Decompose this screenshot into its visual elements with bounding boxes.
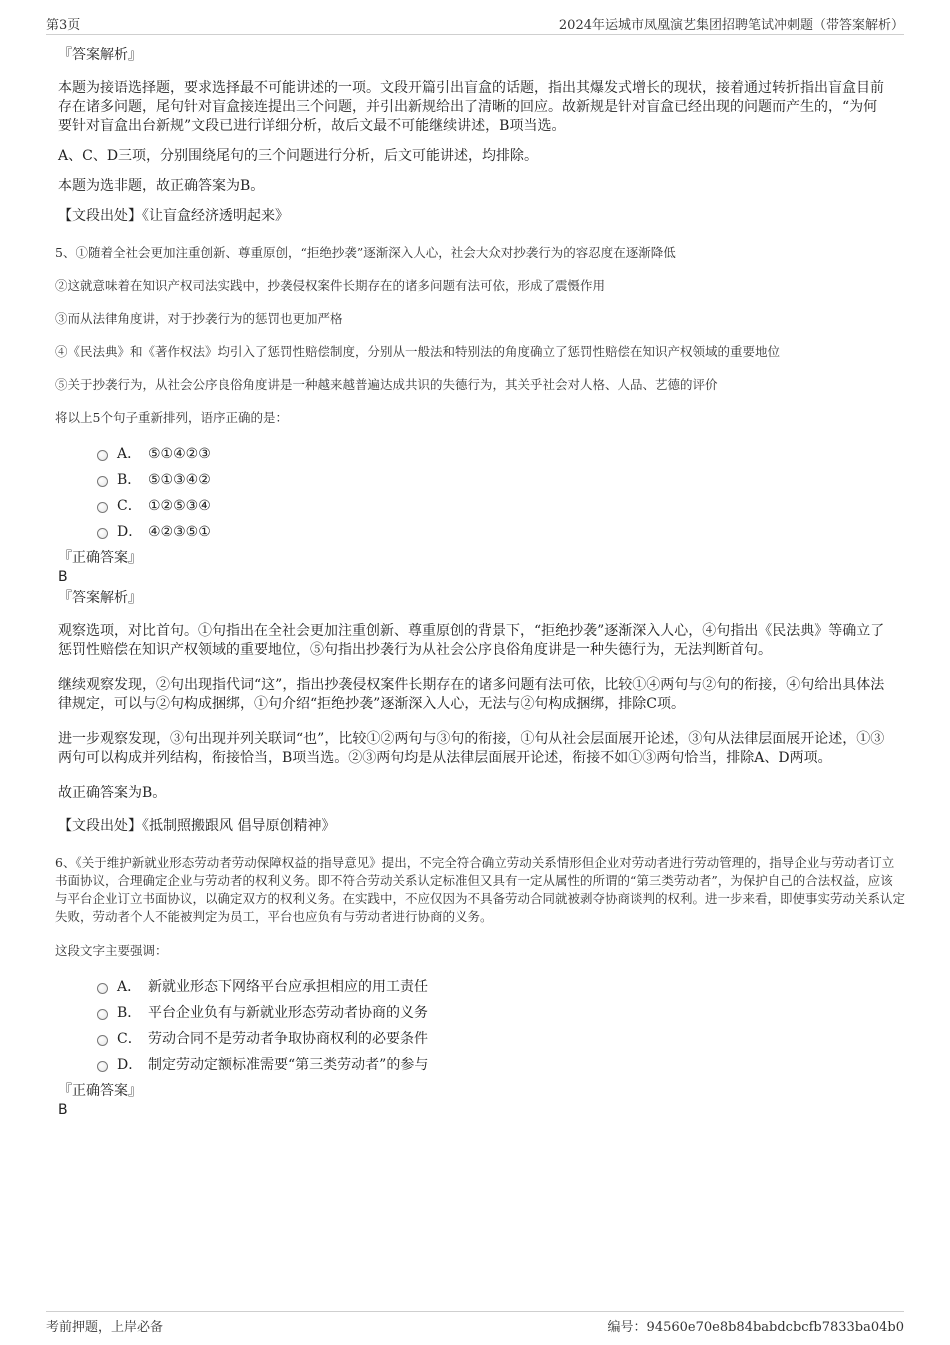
question-sentence: ⑤关于抄袭行为，从社会公序良俗角度讲是一种越来越普遍达成共识的失德行为，其关乎社会对人格、人品、艺德的评价: [55, 377, 718, 392]
analysis-paragraph: 进一步观察发现，③句出现并列关联词“也”，比较①②两句与③句的衔接，①句从社会层面展开论述，③句从法律层面展开论述，①③两句可以构成并列结构，衔接恰当，B项当选。②③两句均是从法律层面展开论述，衔接不如①③两句恰当，排除A、D两项。: [58, 731, 885, 766]
option-c[interactable]: C． ①②⑤③④: [97, 495, 905, 521]
option-text: ⑤①④②③: [148, 446, 211, 462]
question-prompt: 将以上5个句子重新排列，语序正确的是：: [55, 410, 288, 425]
option-text: 劳动合同不是劳动者争取协商权利的必要条件: [148, 1031, 428, 1047]
radio-button[interactable]: [97, 1035, 108, 1046]
analysis-paragraph: 继续观察发现，②句出现指代词“这”，指出抄袭侵权案件长期存在的诸多问题有法可依，比较①④两句与②句的衔接，④句给出具体法律规定，可以与②句构成捆绑，①句介绍“拒绝抄袭”逐渐深入人心，无法与②句构成捆绑，排除C项。: [58, 677, 885, 712]
document-title: 2024年运城市凤凰演艺集团招聘笔试冲刺题（带答案解析）: [558, 18, 904, 33]
analysis-paragraph: 本题为接语选择题，要求选择最不可能讲述的一项。文段开篇引出盲盒的话题，指出其爆发式增长的现状，接着通过转折指出盲盒目前存在诸多问题，尾句针对盲盒接连提出三个问题，并引出新规给出了清晰的回应。故新规是针对盲盒已经出现的问题而产生的，“为何要针对盲盒出台新规”文段已进行详细分析，故后文最不可能继续讲述，B项当选。: [58, 80, 884, 134]
analysis-paragraph: A、C、D三项，分别围绕尾句的三个问题进行分析，后文可能讲述，均排除。: [58, 148, 539, 164]
correct-answer-label: 『正确答案』: [58, 550, 142, 566]
page-footer: [46, 1311, 904, 1336]
question-sentence: ④《民法典》和《著作权法》均引入了惩罚性赔偿制度，分别从一般法和特别法的角度确立了惩罚性赔偿在知识产权领域的重要地位: [55, 344, 781, 359]
option-text: 制定劳动定额标准需要“第三类劳动者”的参与: [148, 1057, 429, 1073]
page-header: [46, 14, 904, 35]
option-text: ④②③⑤①: [148, 524, 211, 540]
page-content: [55, 46, 905, 1119]
option-list: [97, 443, 905, 547]
question-sentence: ②这就意味着在知识产权司法实践中，抄袭侵权案件长期存在的诸多问题有法可依，形成了震慑作用: [55, 278, 606, 293]
question-sentence: 5、①随着全社会更加注重创新、尊重原创，“拒绝抄袭”逐渐深入人心，社会大众对抄袭行为的容忍度在逐渐降低: [55, 245, 676, 260]
option-b[interactable]: B． ⑤①③④②: [97, 469, 905, 495]
correct-answer: B: [58, 1102, 68, 1118]
option-list: [97, 976, 905, 1080]
option-a[interactable]: A． 新就业形态下网络平台应承担相应的用工责任: [97, 976, 905, 1002]
radio-button[interactable]: [97, 528, 108, 539]
correct-answer-label: 『正确答案』: [58, 1083, 142, 1099]
analysis-paragraph: 观察选项，对比首句。①句指出在全社会更加注重创新、尊重原创的背景下，“拒绝抄袭”逐渐深入人心，④句指出《民法典》等确立了惩罚性赔偿在知识产权领域的重要地位，⑤句指出抄袭行为从社会公序良俗角度讲是一种失德行为，无法判断首句。: [58, 623, 885, 658]
footer-slogan: 考前押题，上岸必备: [46, 1320, 164, 1335]
option-d[interactable]: D． 制定劳动定额标准需要“第三类劳动者”的参与: [97, 1054, 905, 1080]
question-sentence: ③而从法律角度讲，对于抄袭行为的惩罚也更加严格: [55, 311, 343, 326]
option-text: 新就业形态下网络平台应承担相应的用工责任: [148, 979, 428, 995]
question-stem: 6、《关于维护新就业形态劳动者劳动保障权益的指导意见》提出，不完全符合确立劳动关系情形但企业对劳动者进行劳动管理的，指导企业与劳动者订立书面协议，合理确定企业与劳动者的权利义务。即不符合劳动关系认定标准但又具有一定从属性的所谓的“第三类劳动者”，为保护自己的合法权益，应该与平台企业订立书面协议，以确定双方的权利义务。在实践中，不应仅因为不具备劳动合同就被剥夺协商谈判的权利。进一步来看，即使事实劳动关系认定失败，劳动者个人不能被判定为员工，平台也应负有与劳动者进行协商的义务。: [55, 855, 906, 924]
option-a[interactable]: A． ⑤①④②③: [97, 443, 905, 469]
option-c[interactable]: C． 劳动合同不是劳动者争取协商权利的必要条件: [97, 1028, 905, 1054]
radio-button[interactable]: [97, 476, 108, 487]
option-text: ①②⑤③④: [148, 498, 211, 514]
radio-button[interactable]: [97, 983, 108, 994]
radio-button[interactable]: [97, 450, 108, 461]
question-prompt: 这段文字主要强调：: [55, 943, 168, 958]
option-text: ⑤①③④②: [148, 472, 211, 488]
question-6: [55, 854, 905, 1119]
radio-button[interactable]: [97, 502, 108, 513]
option-d[interactable]: D． ④②③⑤①: [97, 521, 905, 547]
question-5: [55, 244, 905, 836]
document-id: 编号：94560e70e8b84babdcbcfb7833ba04b0: [607, 1320, 904, 1335]
analysis-paragraph: 本题为选非题，故正确答案为B。: [58, 178, 265, 194]
source-citation: 【文段出处】《让盲盒经济透明起来》: [58, 208, 289, 224]
radio-button[interactable]: [97, 1061, 108, 1072]
analysis-label: 『答案解析』: [58, 47, 142, 63]
option-text: 平台企业负有与新就业形态劳动者协商的义务: [148, 1005, 428, 1021]
analysis-label: 『答案解析』: [58, 590, 142, 606]
option-b[interactable]: B． 平台企业负有与新就业形态劳动者协商的义务: [97, 1002, 905, 1028]
source-citation: 【文段出处】《抵制照搬跟风 倡导原创精神》: [58, 818, 336, 834]
analysis-paragraph: 故正确答案为B。: [58, 785, 167, 801]
radio-button[interactable]: [97, 1009, 108, 1020]
correct-answer: B: [58, 569, 68, 585]
page-number: 第3页: [46, 18, 81, 33]
